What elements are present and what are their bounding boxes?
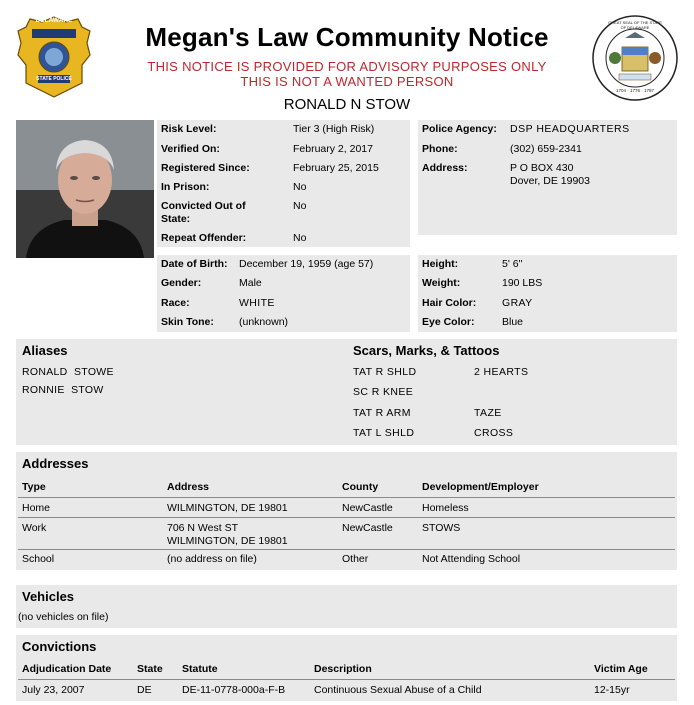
- height-label: Height:: [422, 258, 459, 270]
- conviction-state: DE: [137, 684, 152, 696]
- address-county: NewCastle: [342, 522, 393, 534]
- address-type: Work: [22, 522, 47, 534]
- race-label: Race:: [161, 297, 190, 309]
- skin-tone-label: Skin Tone:: [161, 316, 214, 328]
- address-value-line2: WILMINGTON, DE 19801: [167, 535, 288, 547]
- gender-value: Male: [239, 277, 262, 289]
- divider: [18, 549, 675, 550]
- divider: [18, 497, 675, 498]
- convictions-header-statute: Statute: [182, 663, 218, 675]
- phone-value: (302) 659-2341: [510, 143, 582, 155]
- registered-since-label: Registered Since:: [161, 162, 250, 174]
- dob-value: December 19, 1959 (age 57): [239, 258, 374, 270]
- scars-title: Scars, Marks, & Tattoos: [353, 343, 500, 358]
- address-type: Home: [22, 502, 51, 514]
- scar-location: SC R KNEE: [353, 386, 414, 398]
- race-value: WHITE: [239, 297, 275, 309]
- registered-since-value: February 25, 2015: [293, 162, 379, 174]
- eye-color-value: Blue: [502, 316, 524, 328]
- hair-color-label: Hair Color:: [422, 297, 477, 309]
- scar-description: CROSS: [474, 427, 514, 439]
- address-employer: STOWS: [422, 522, 461, 534]
- height-value: 5' 6": [502, 258, 523, 270]
- convictions-title: Convictions: [22, 639, 97, 654]
- scar-description: 2 HEARTS: [474, 366, 529, 378]
- repeat-offender-value: No: [293, 232, 307, 244]
- repeat-offender-label: Repeat Offender:: [161, 232, 247, 244]
- convictions-header-description: Description: [314, 663, 372, 675]
- aliases-scars-panel: [16, 339, 677, 445]
- address-type: School: [22, 553, 55, 565]
- aliases-title: Aliases: [22, 343, 68, 358]
- convictions-header-state: State: [137, 663, 163, 675]
- seal-ring-text: GREAT SEAL OF THE STATE OF DELAWARE: [608, 20, 662, 30]
- conviction-description: Continuous Sexual Abuse of a Child: [314, 684, 482, 696]
- advisory-notice: THIS NOTICE IS PROVIDED FOR ADVISORY PURPOSES ONLY: [147, 59, 547, 74]
- vehicles-panel: [16, 585, 677, 628]
- convicted-out-of-state-value: No: [293, 200, 307, 212]
- vehicles-title: Vehicles: [22, 589, 75, 604]
- weight-label: Weight:: [422, 277, 461, 289]
- address-value: (no address on file): [167, 553, 257, 565]
- page-title: Megan's Law Community Notice: [145, 22, 549, 52]
- convictions-header-date: Adjudication Date: [22, 663, 112, 675]
- scar-location: TAT L SHLD: [353, 427, 415, 439]
- badge-bottom-text: STATE POLICE: [36, 76, 72, 82]
- weight-value: 190 LBS: [502, 277, 543, 289]
- in-prison-label: In Prison:: [161, 181, 210, 193]
- police-agency-label: Police Agency:: [422, 123, 497, 135]
- convictions-header-victim-age: Victim Age: [594, 663, 648, 675]
- seal-years: 1704 · 1776 · 1787: [615, 88, 655, 93]
- badge-top-text: DELAWARE: [35, 17, 73, 24]
- addresses-header-county: County: [342, 481, 379, 493]
- hair-color-value: GRAY: [502, 297, 533, 309]
- vehicles-empty-text: (no vehicles on file): [18, 611, 109, 623]
- police-agency-value: DSP HEADQUARTERS: [510, 123, 630, 135]
- address-value: WILMINGTON, DE 19801: [167, 502, 288, 514]
- addresses-title: Addresses: [22, 456, 89, 471]
- convicted-out-of-state-label: Convicted Out of State:: [161, 200, 246, 225]
- address-value: 706 N West ST: [167, 522, 238, 534]
- conviction-statute: DE-11-0778-000a-F-B: [182, 684, 286, 696]
- address-label: Address:: [422, 162, 468, 174]
- state-police-badge: [16, 15, 92, 99]
- address-line2: Dover, DE 19903: [510, 175, 590, 187]
- addresses-header-address: Address: [167, 481, 210, 493]
- verified-on-value: February 2, 2017: [293, 143, 373, 155]
- address-county: NewCastle: [342, 502, 393, 514]
- conviction-victim-age: 12-15yr: [594, 684, 630, 696]
- phone-label: Phone:: [422, 143, 458, 155]
- scar-location: TAT R ARM: [353, 407, 411, 419]
- address-county: Other: [342, 553, 369, 565]
- verified-on-label: Verified On:: [161, 143, 220, 155]
- addresses-header-type: Type: [22, 481, 46, 493]
- in-prison-value: No: [293, 181, 307, 193]
- scar-location: TAT R SHLD: [353, 366, 417, 378]
- conviction-date: July 23, 2007: [22, 684, 85, 696]
- alias-item: RONNIE STOW: [22, 384, 104, 396]
- scar-description: TAZE: [474, 407, 502, 419]
- offender-name: RONALD N STOW: [283, 96, 411, 113]
- address-line1: P O BOX 430: [510, 162, 574, 174]
- risk-level-label: Risk Level:: [161, 123, 217, 135]
- dob-label: Date of Birth:: [161, 258, 228, 270]
- offender-photo: [16, 120, 154, 258]
- divider: [18, 679, 675, 680]
- skin-tone-value: (unknown): [239, 316, 289, 328]
- eye-color-label: Eye Color:: [422, 316, 475, 328]
- risk-level-value: Tier 3 (High Risk): [293, 123, 375, 135]
- address-employer: Homeless: [422, 502, 469, 514]
- divider: [18, 517, 675, 518]
- gender-label: Gender:: [161, 277, 202, 289]
- addresses-header-employer: Development/Employer: [422, 481, 539, 493]
- address-employer: Not Attending School: [422, 553, 521, 565]
- not-wanted-notice: THIS IS NOT A WANTED PERSON: [240, 74, 454, 89]
- alias-item: RONALD STOWE: [22, 366, 114, 378]
